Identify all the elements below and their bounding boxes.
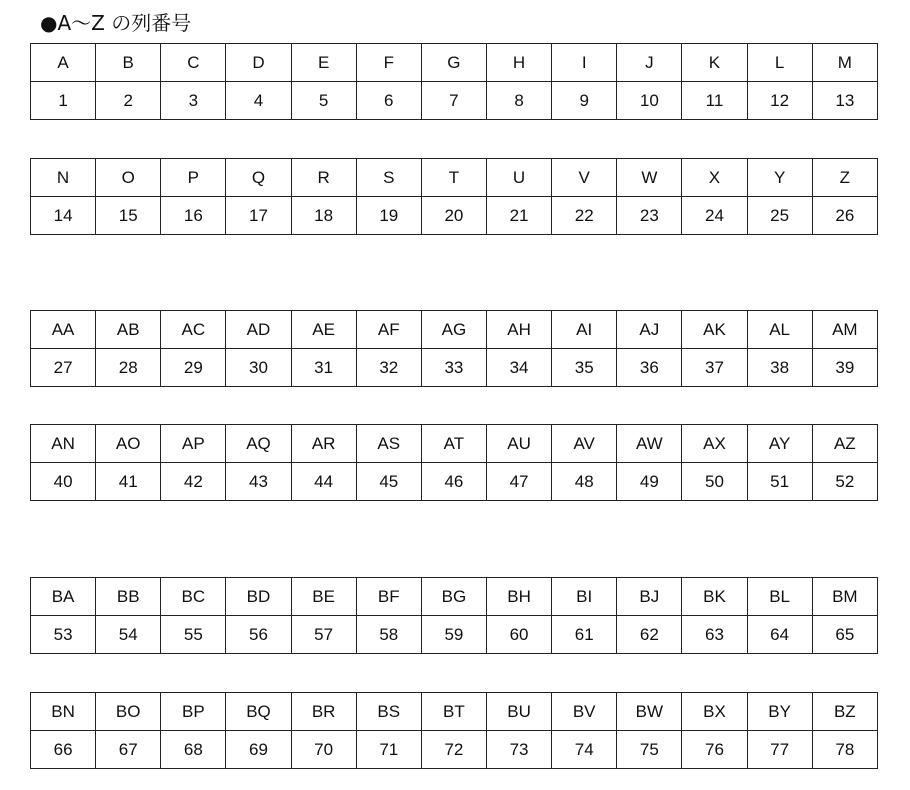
column-number-cell: 26	[812, 197, 877, 235]
column-letter-cell: BM	[812, 578, 877, 616]
column-letter-cell: AW	[617, 425, 682, 463]
column-letter-cell: I	[552, 44, 617, 82]
column-number-cell: 36	[617, 349, 682, 387]
column-table-2	[30, 158, 878, 235]
column-letter-cell: AT	[421, 425, 486, 463]
column-letter-cell: BF	[356, 578, 421, 616]
column-number-cell: 16	[161, 197, 226, 235]
column-number-cell: 69	[226, 731, 291, 769]
column-letter-cell: T	[421, 159, 486, 197]
column-number-cell: 6	[356, 82, 421, 120]
column-number-cell: 19	[356, 197, 421, 235]
column-number-cell: 24	[682, 197, 747, 235]
column-number-cell: 20	[421, 197, 486, 235]
column-number-cell: 58	[356, 616, 421, 654]
number-row	[31, 731, 878, 769]
column-number-cell: 64	[747, 616, 812, 654]
column-number-cell: 52	[812, 463, 877, 501]
column-number-cell: 60	[486, 616, 551, 654]
column-letter-cell: BD	[226, 578, 291, 616]
column-number-cell: 4	[226, 82, 291, 120]
column-letter-cell: AS	[356, 425, 421, 463]
column-number-cell: 3	[161, 82, 226, 120]
column-letter-cell: AA	[31, 311, 96, 349]
column-number-cell: 43	[226, 463, 291, 501]
column-letter-cell: BR	[291, 693, 356, 731]
column-letter-cell: BH	[486, 578, 551, 616]
column-letter-cell: K	[682, 44, 747, 82]
column-letter-cell: C	[161, 44, 226, 82]
column-letter-cell: BU	[486, 693, 551, 731]
column-letter-cell: AC	[161, 311, 226, 349]
column-number-cell: 41	[96, 463, 161, 501]
column-table-5	[30, 577, 878, 654]
column-letter-cell: BL	[747, 578, 812, 616]
column-letter-cell: AZ	[812, 425, 877, 463]
column-letter-cell: F	[356, 44, 421, 82]
column-letter-cell: Q	[226, 159, 291, 197]
column-number-cell: 25	[747, 197, 812, 235]
column-letter-cell: AN	[31, 425, 96, 463]
column-number-cell: 51	[747, 463, 812, 501]
number-row	[31, 197, 878, 235]
column-letter-cell: P	[161, 159, 226, 197]
column-letter-cell: BP	[161, 693, 226, 731]
column-number-cell: 23	[617, 197, 682, 235]
column-number-cell: 72	[421, 731, 486, 769]
column-number-cell: 53	[31, 616, 96, 654]
column-letter-cell: AK	[682, 311, 747, 349]
column-number-cell: 66	[31, 731, 96, 769]
column-number-cell: 31	[291, 349, 356, 387]
column-number-cell: 44	[291, 463, 356, 501]
column-number-cell: 11	[682, 82, 747, 120]
column-number-cell: 68	[161, 731, 226, 769]
column-number-cell: 77	[747, 731, 812, 769]
column-letter-cell: AO	[96, 425, 161, 463]
column-number-cell: 75	[617, 731, 682, 769]
column-table-3	[30, 310, 878, 387]
column-letter-cell: AU	[486, 425, 551, 463]
column-number-cell: 47	[486, 463, 551, 501]
column-letter-cell: BC	[161, 578, 226, 616]
column-number-cell: 78	[812, 731, 877, 769]
column-letter-cell: Y	[747, 159, 812, 197]
column-letter-cell: AE	[291, 311, 356, 349]
column-number-cell: 56	[226, 616, 291, 654]
number-row	[31, 349, 878, 387]
column-letter-cell: W	[617, 159, 682, 197]
column-number-cell: 22	[552, 197, 617, 235]
number-row	[31, 616, 878, 654]
column-letter-cell: AH	[486, 311, 551, 349]
column-number-cell: 76	[682, 731, 747, 769]
column-letter-cell: X	[682, 159, 747, 197]
column-letter-cell: BQ	[226, 693, 291, 731]
column-number-cell: 14	[31, 197, 96, 235]
column-letter-cell: BT	[421, 693, 486, 731]
column-letter-cell: D	[226, 44, 291, 82]
column-number-cell: 74	[552, 731, 617, 769]
column-letter-cell: AM	[812, 311, 877, 349]
column-number-cell: 73	[486, 731, 551, 769]
column-letter-cell: A	[31, 44, 96, 82]
column-letter-cell: U	[486, 159, 551, 197]
column-letter-cell: AG	[421, 311, 486, 349]
column-number-cell: 65	[812, 616, 877, 654]
number-row	[31, 82, 878, 120]
column-number-cell: 50	[682, 463, 747, 501]
column-letter-cell: H	[486, 44, 551, 82]
column-number-cell: 63	[682, 616, 747, 654]
column-letter-cell: BY	[747, 693, 812, 731]
column-number-cell: 71	[356, 731, 421, 769]
column-letter-cell: E	[291, 44, 356, 82]
column-letter-cell: AL	[747, 311, 812, 349]
number-row	[31, 463, 878, 501]
column-number-cell: 21	[486, 197, 551, 235]
column-letter-cell: B	[96, 44, 161, 82]
column-table-4	[30, 424, 878, 501]
column-letter-cell: AY	[747, 425, 812, 463]
column-number-cell: 18	[291, 197, 356, 235]
column-letter-cell: AX	[682, 425, 747, 463]
column-letter-cell: BV	[552, 693, 617, 731]
column-number-cell: 32	[356, 349, 421, 387]
column-number-cell: 1	[31, 82, 96, 120]
column-number-cell: 67	[96, 731, 161, 769]
column-letter-cell: BO	[96, 693, 161, 731]
column-letter-cell: Z	[812, 159, 877, 197]
page-title: ●A～Z の列番号	[40, 11, 192, 35]
column-letter-cell: O	[96, 159, 161, 197]
column-letter-cell: BX	[682, 693, 747, 731]
column-number-cell: 46	[421, 463, 486, 501]
column-number-cell: 8	[486, 82, 551, 120]
column-table-6	[30, 692, 878, 769]
column-letter-cell: R	[291, 159, 356, 197]
column-number-cell: 49	[617, 463, 682, 501]
column-number-cell: 62	[617, 616, 682, 654]
column-number-cell: 30	[226, 349, 291, 387]
column-number-cell: 61	[552, 616, 617, 654]
letter-row	[31, 159, 878, 197]
column-letter-cell: V	[552, 159, 617, 197]
column-letter-cell: J	[617, 44, 682, 82]
column-number-cell: 27	[31, 349, 96, 387]
column-number-cell: 10	[617, 82, 682, 120]
column-number-cell: 28	[96, 349, 161, 387]
column-letter-cell: L	[747, 44, 812, 82]
column-number-cell: 59	[421, 616, 486, 654]
column-letter-cell: AP	[161, 425, 226, 463]
column-number-cell: 2	[96, 82, 161, 120]
column-letter-cell: AR	[291, 425, 356, 463]
column-number-cell: 42	[161, 463, 226, 501]
column-letter-cell: BB	[96, 578, 161, 616]
column-letter-cell: AI	[552, 311, 617, 349]
column-letter-cell: BK	[682, 578, 747, 616]
letter-row	[31, 693, 878, 731]
column-number-cell: 45	[356, 463, 421, 501]
column-letter-cell: BN	[31, 693, 96, 731]
column-table-1	[30, 43, 878, 120]
column-number-cell: 55	[161, 616, 226, 654]
column-letter-cell: BE	[291, 578, 356, 616]
column-letter-cell: AF	[356, 311, 421, 349]
column-number-cell: 5	[291, 82, 356, 120]
column-letter-cell: AD	[226, 311, 291, 349]
column-number-cell: 48	[552, 463, 617, 501]
column-number-cell: 40	[31, 463, 96, 501]
column-number-cell: 33	[421, 349, 486, 387]
column-number-cell: 29	[161, 349, 226, 387]
column-letter-cell: BJ	[617, 578, 682, 616]
column-number-cell: 39	[812, 349, 877, 387]
column-number-cell: 15	[96, 197, 161, 235]
column-letter-cell: BG	[421, 578, 486, 616]
column-number-cell: 38	[747, 349, 812, 387]
column-number-cell: 37	[682, 349, 747, 387]
column-letter-cell: BS	[356, 693, 421, 731]
column-letter-cell: AJ	[617, 311, 682, 349]
column-letter-cell: N	[31, 159, 96, 197]
column-letter-cell: AV	[552, 425, 617, 463]
column-number-cell: 35	[552, 349, 617, 387]
column-number-cell: 17	[226, 197, 291, 235]
letter-row	[31, 578, 878, 616]
column-letter-cell: AQ	[226, 425, 291, 463]
column-number-cell: 57	[291, 616, 356, 654]
letter-row	[31, 311, 878, 349]
column-letter-cell: BZ	[812, 693, 877, 731]
column-number-cell: 54	[96, 616, 161, 654]
letter-row	[31, 425, 878, 463]
column-number-cell: 9	[552, 82, 617, 120]
column-letter-cell: M	[812, 44, 877, 82]
column-letter-cell: G	[421, 44, 486, 82]
letter-row	[31, 44, 878, 82]
column-number-cell: 12	[747, 82, 812, 120]
column-number-cell: 7	[421, 82, 486, 120]
column-letter-cell: BW	[617, 693, 682, 731]
column-letter-cell: BA	[31, 578, 96, 616]
column-number-cell: 34	[486, 349, 551, 387]
column-letter-cell: S	[356, 159, 421, 197]
column-number-cell: 70	[291, 731, 356, 769]
column-letter-cell: BI	[552, 578, 617, 616]
column-letter-cell: AB	[96, 311, 161, 349]
column-number-cell: 13	[812, 82, 877, 120]
